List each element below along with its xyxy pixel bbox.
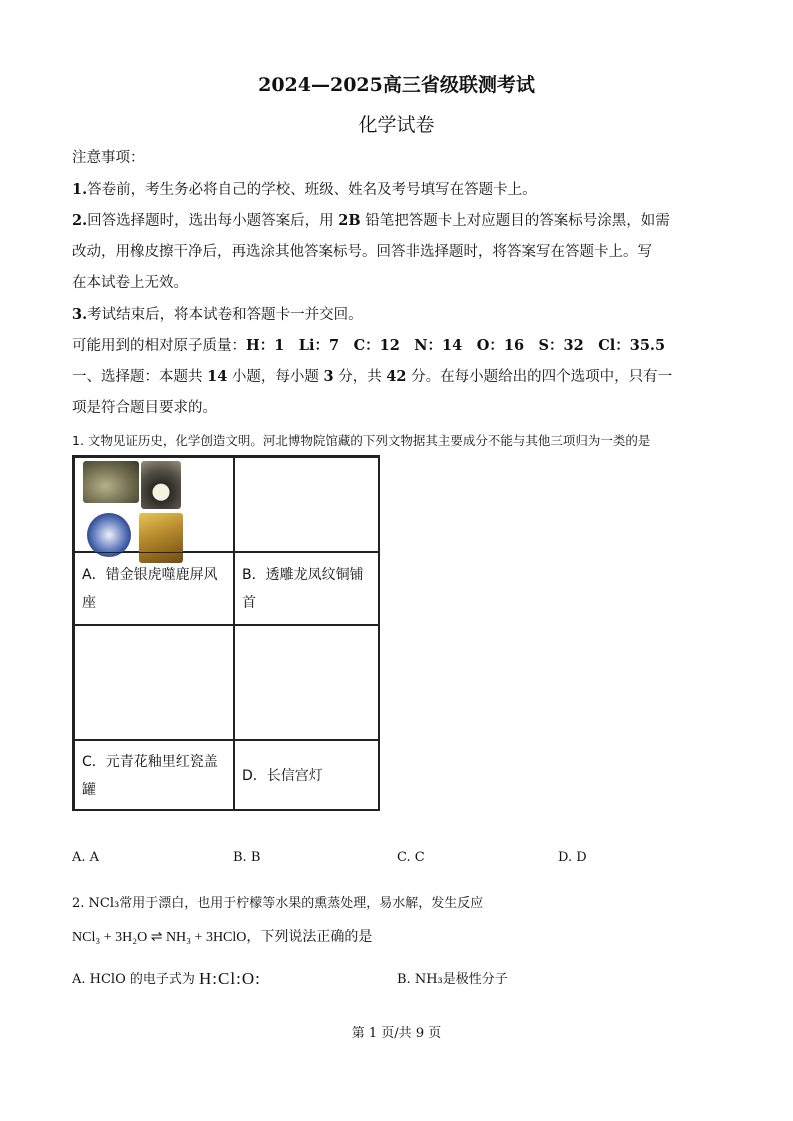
section-1-text-a: 一、选择题：本题共 bbox=[72, 369, 203, 385]
q1-image-cell-d bbox=[234, 625, 380, 740]
exam-subtitle: 化学试卷 bbox=[358, 114, 435, 136]
notice-heading: 注意事项： bbox=[72, 150, 145, 166]
notice-item-3 bbox=[72, 305, 363, 325]
atomic-mass-label: 可能用到的相对原子质量： bbox=[72, 338, 246, 354]
q1-choice-d: D. D bbox=[558, 850, 587, 865]
q1-option-b-cell bbox=[234, 552, 380, 625]
q1-options-table bbox=[72, 455, 380, 811]
notice-item-3-number: 3. bbox=[72, 306, 88, 323]
q2-option-b: B. NH₃是极性分子 bbox=[397, 972, 508, 987]
q1-option-a-line-1: A．错金银虎噬鹿屏风 bbox=[82, 567, 218, 583]
notice-item-2-line-2: 改动，用橡皮擦干净后，再选涂其他答案标号。回答非选择题时，将答案写在答题卡上。写 bbox=[72, 244, 652, 260]
section-1-total: 42 bbox=[386, 368, 407, 385]
tiger-screen-base-image bbox=[83, 461, 139, 503]
notice-item-1-text: 答卷前，考生务必将自己的学校、班级、姓名及考号填写在答题卡上。 bbox=[87, 182, 537, 198]
section-1-points: 3 bbox=[323, 368, 334, 385]
q1-option-b-line-2: 首 bbox=[242, 595, 256, 611]
q1-image-cell-a bbox=[74, 457, 234, 552]
q2-stem-tail: ，下列说法正确的是 bbox=[246, 929, 373, 945]
q1-choice-c: C. C bbox=[397, 850, 425, 865]
q2-equation: NCl₃ + 3H₂O ⇌ NH₃ + 3HClO bbox=[72, 930, 247, 945]
q1-option-a-cell bbox=[74, 552, 234, 625]
section-1-count: 14 bbox=[207, 368, 228, 385]
q1-option-c-cell bbox=[74, 740, 234, 811]
section-1-text-c: 分，共 bbox=[338, 369, 382, 385]
notice-item-2-line-1 bbox=[72, 211, 670, 231]
section-1-text-d: 分。在每小题给出的四个选项中，只有一 bbox=[411, 369, 673, 385]
atomic-mass-values: H：1 Li：7 C：12 N：14 O：16 S：32 Cl：35.5 bbox=[246, 337, 666, 354]
section-1-text-b: 小题，每小题 bbox=[231, 369, 319, 385]
q1-choice-a: A. A bbox=[72, 850, 100, 865]
notice-item-2-text-b: 铅笔把答题卡上对应题目的答案标号涂黑，如需 bbox=[365, 213, 670, 229]
exam-title: 2024—2025高三省级联测考试 bbox=[258, 74, 535, 96]
notice-item-1-number: 1. bbox=[72, 181, 88, 198]
q1-stem: 1. 文物见证历史，化学创造文明。河北博物院馆藏的下列文物据其主要成分不能与其他三项归为一类的是 bbox=[72, 433, 651, 448]
q2-option-a-formula: H:Cl:O: bbox=[199, 969, 261, 988]
q1-option-b-line-1: B．透雕龙凤纹铜铺 bbox=[242, 567, 364, 583]
q1-option-c-line-2: 罐 bbox=[82, 782, 96, 798]
blue-white-jar-image bbox=[87, 513, 131, 557]
notice-item-3-text: 考试结束后，将本试卷和答题卡一并交回。 bbox=[87, 307, 363, 323]
q2-equation-line bbox=[72, 926, 372, 946]
q2-option-a bbox=[72, 968, 261, 988]
section-1-heading-line-1 bbox=[72, 367, 672, 387]
dragon-phoenix-knocker-image bbox=[141, 461, 181, 509]
notice-item-2-number: 2. bbox=[72, 212, 88, 229]
notice-item-2-text-a: 回答选择题时，选出每小题答案后，用 bbox=[87, 213, 334, 229]
page-number-footer: 第 1 页/共 9 页 bbox=[351, 1026, 442, 1041]
q1-image-cell-b bbox=[234, 457, 380, 552]
q1-option-c-line-1: C．元青花釉里红瓷盖 bbox=[82, 754, 218, 770]
q2-option-a-text: A. HClO 的电子式为 bbox=[72, 972, 195, 987]
q1-option-a-line-2: 座 bbox=[82, 595, 96, 611]
q1-image-cell-c bbox=[74, 625, 234, 740]
notice-item-2-line-3: 在本试卷上无效。 bbox=[72, 275, 188, 291]
q1-option-d-cell bbox=[234, 740, 380, 811]
q2-stem: 2. NCl₃常用于漂白，也用于柠檬等水果的熏蒸处理，易水解，发生反应 bbox=[72, 896, 484, 911]
q1-option-d-text: D．长信宫灯 bbox=[242, 768, 323, 784]
notice-item-2-pencil: 2B bbox=[338, 212, 361, 229]
notice-item-1 bbox=[72, 180, 537, 200]
atomic-mass-line bbox=[72, 336, 665, 356]
q1-choice-b: B. B bbox=[233, 850, 261, 865]
section-1-heading-line-2: 项是符合题目要求的。 bbox=[72, 400, 217, 416]
